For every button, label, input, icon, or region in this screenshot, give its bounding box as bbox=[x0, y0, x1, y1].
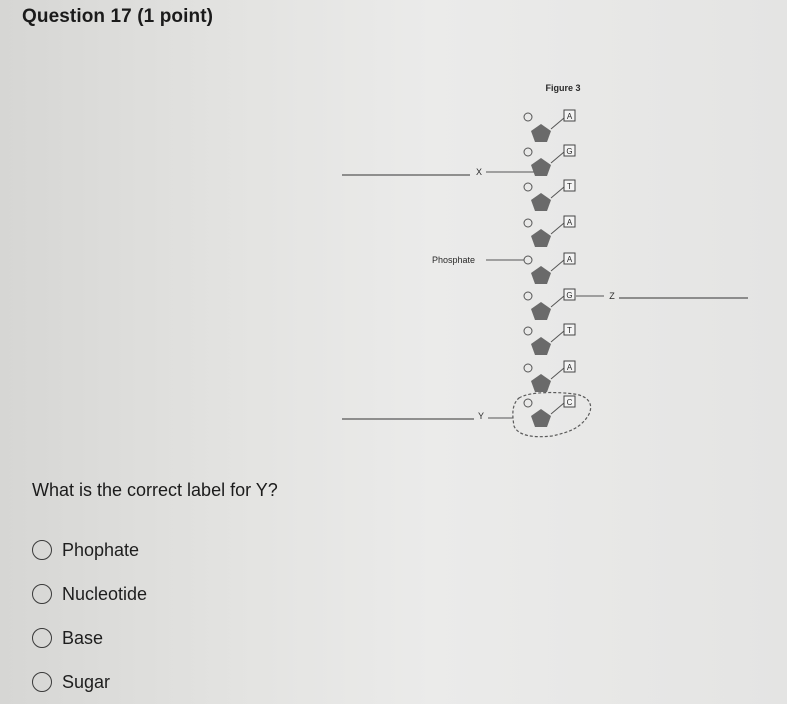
base-label: T bbox=[567, 326, 572, 335]
option-phophate[interactable] bbox=[32, 528, 147, 572]
question-title: Question 17 (1 point) bbox=[22, 6, 214, 27]
option-label: Base bbox=[62, 627, 104, 648]
answer-options bbox=[32, 528, 147, 704]
nucleotide bbox=[524, 110, 575, 142]
base-label: A bbox=[566, 255, 573, 264]
option-sugar[interactable] bbox=[32, 660, 147, 704]
label-y: Y bbox=[477, 411, 485, 421]
option-base[interactable] bbox=[32, 616, 147, 660]
base-label: C bbox=[566, 398, 573, 407]
nucleotide bbox=[524, 324, 575, 355]
nucleotide-outline bbox=[513, 393, 591, 437]
nucleotide bbox=[524, 396, 575, 427]
label-z: Z bbox=[609, 291, 615, 301]
nucleotide bbox=[524, 253, 575, 284]
radio-button[interactable] bbox=[32, 540, 52, 560]
base-label: A bbox=[566, 112, 573, 121]
base-label: T bbox=[567, 182, 572, 191]
figure-title: Figure 3 bbox=[545, 83, 581, 93]
label-x: X bbox=[475, 167, 483, 177]
option-label: Phophate bbox=[62, 539, 140, 560]
base-label: A bbox=[566, 363, 573, 372]
option-nucleotide[interactable] bbox=[32, 572, 147, 616]
nucleotide bbox=[524, 216, 575, 247]
nucleotide bbox=[524, 361, 575, 392]
base-label: A bbox=[566, 218, 573, 227]
radio-button[interactable] bbox=[32, 672, 52, 692]
option-label: Nucleotide bbox=[62, 583, 148, 604]
radio-button[interactable] bbox=[32, 584, 52, 604]
base-label: G bbox=[566, 147, 573, 156]
nucleotide bbox=[524, 180, 575, 211]
base-label: G bbox=[566, 291, 573, 300]
nucleotide bbox=[524, 289, 575, 320]
radio-button[interactable] bbox=[32, 628, 52, 648]
option-label: Sugar bbox=[62, 671, 111, 692]
nucleotide bbox=[524, 145, 575, 176]
label-phosphate: Phosphate bbox=[432, 255, 476, 265]
nucleotide-strand bbox=[524, 110, 575, 427]
question-prompt: What is the correct label for Y? bbox=[32, 480, 278, 500]
